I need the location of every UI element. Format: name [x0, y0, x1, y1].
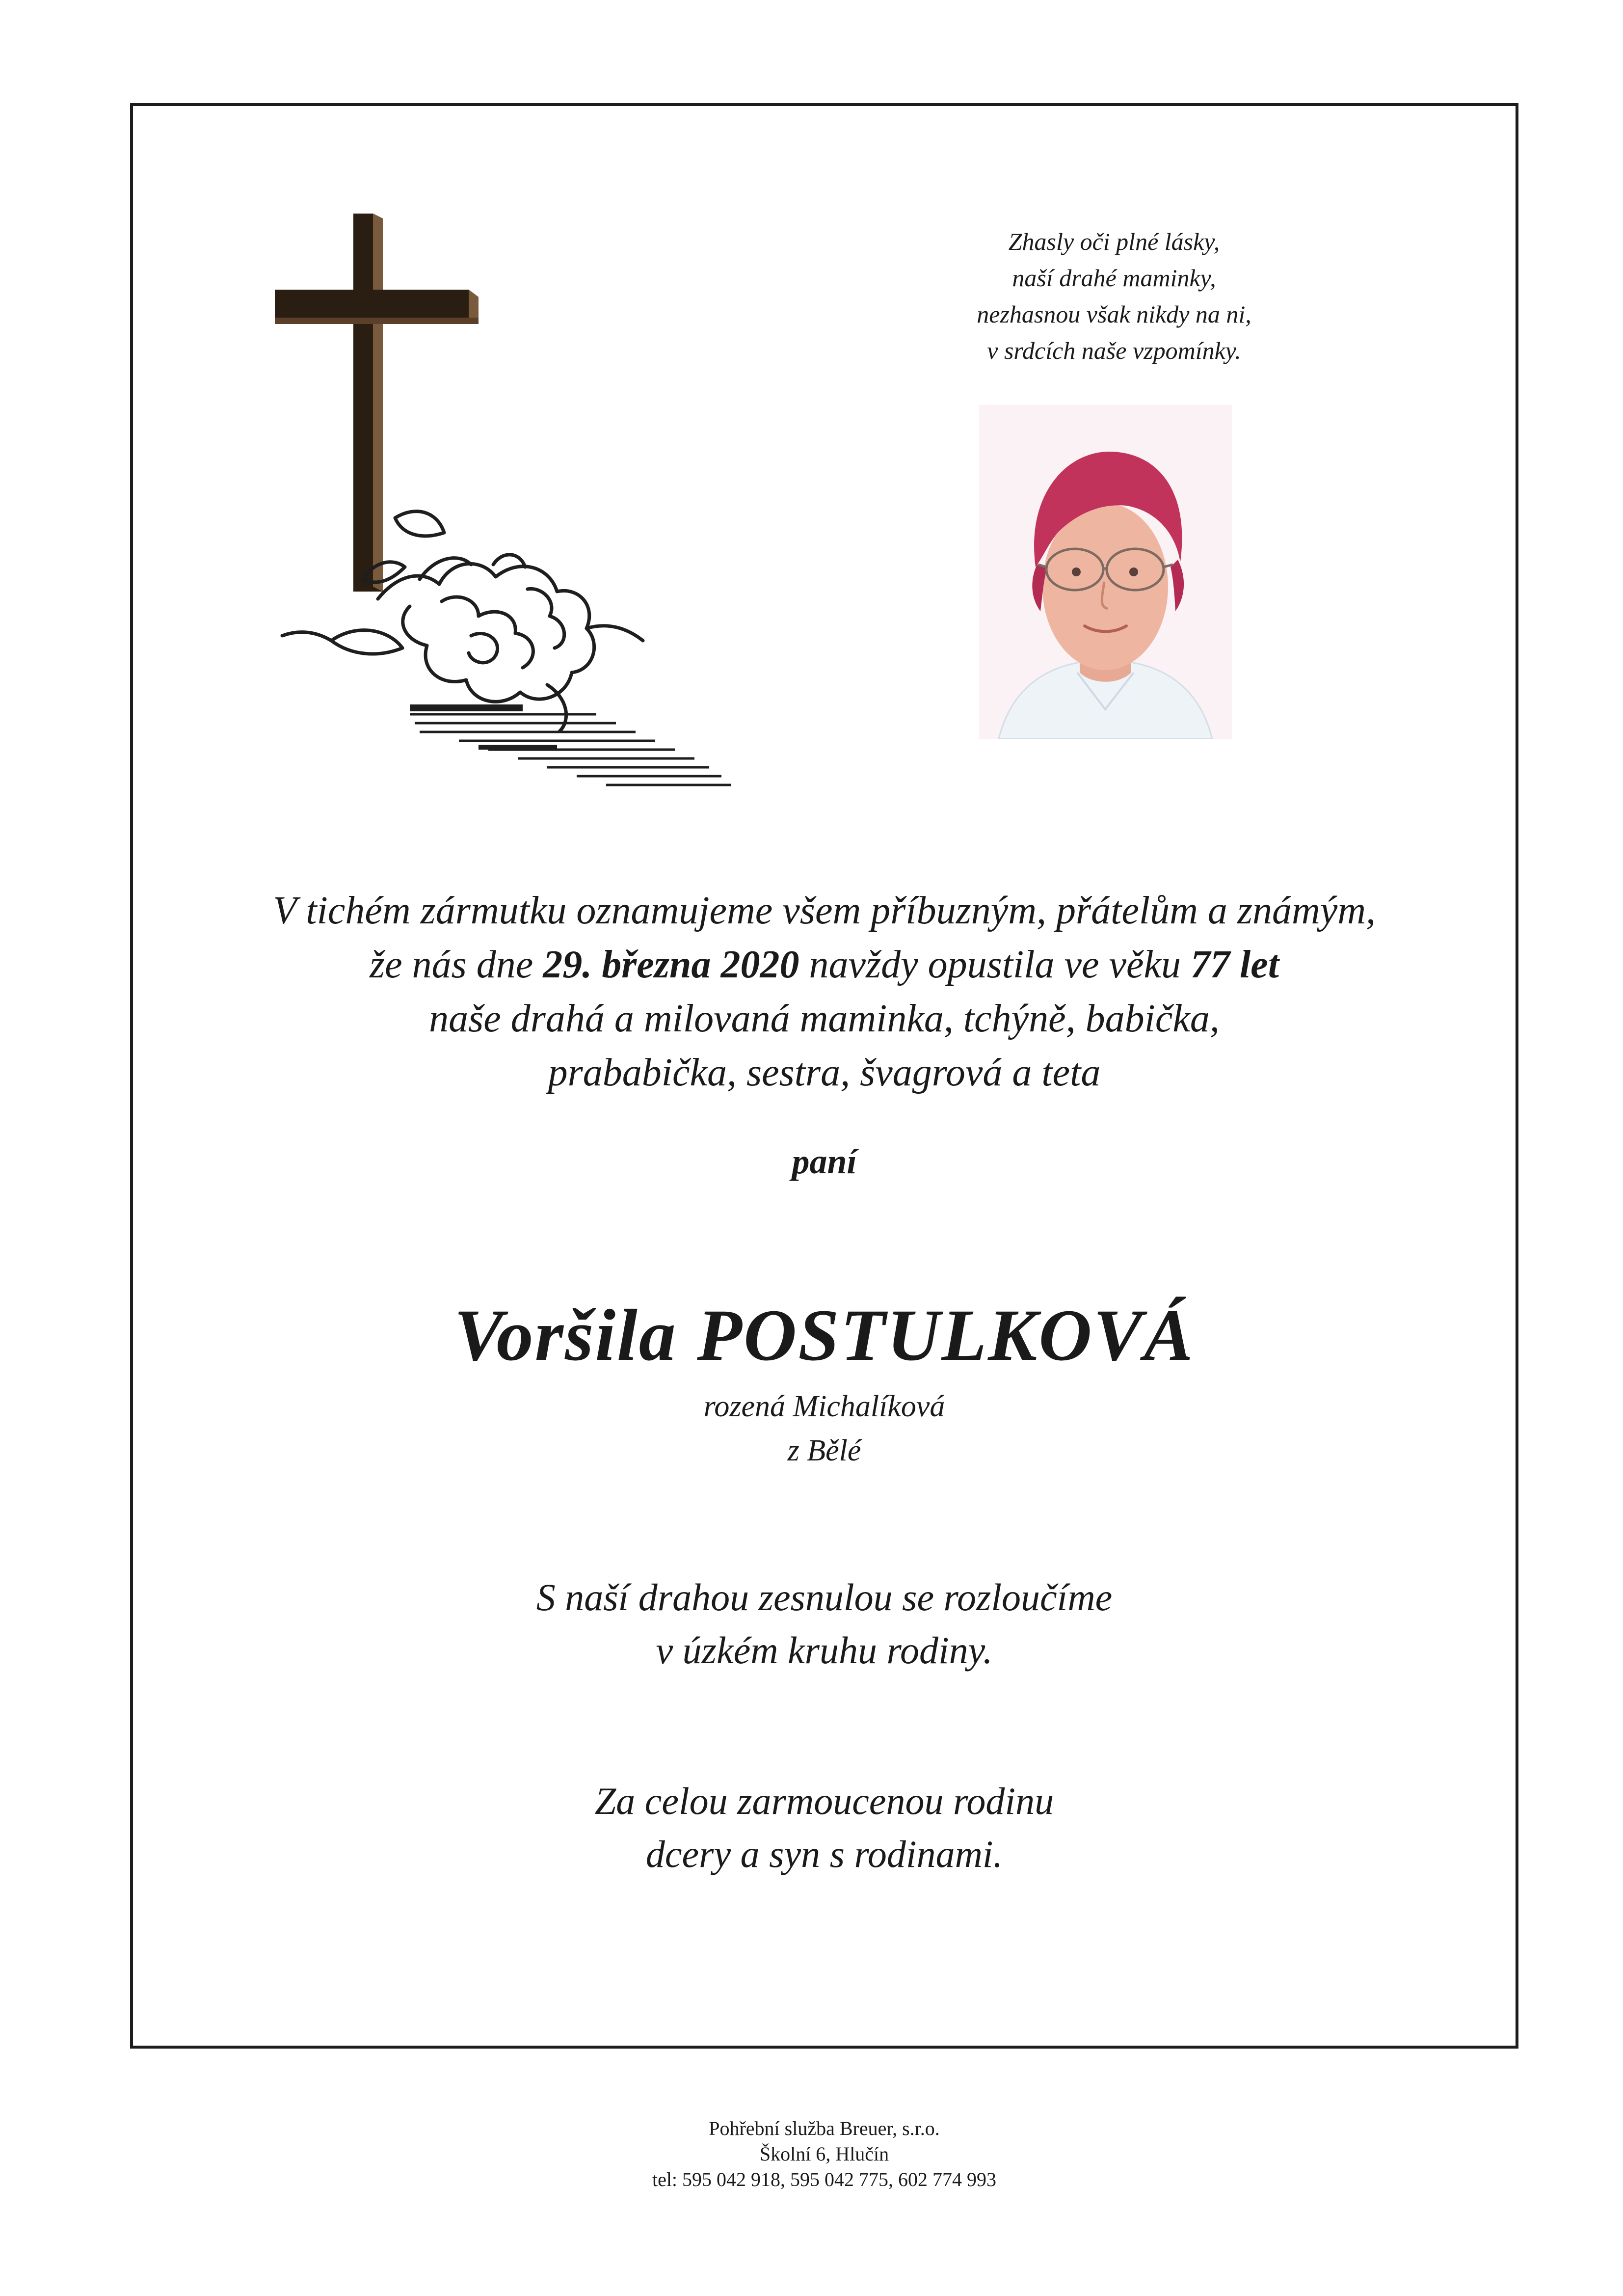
- announcement-line: naše drahá a milovaná maminka, tchýně, babička,: [429, 997, 1220, 1040]
- place-of-origin: z Bělé: [787, 1434, 861, 1467]
- signature-line: Za celou zarmoucenou rodinu: [594, 1780, 1054, 1822]
- funeral-service-footer: [130, 2116, 1518, 2192]
- farewell-line: v úzkém kruhu rodiny.: [656, 1629, 993, 1672]
- company-name: Pohřební služba Breuer, s.r.o.: [709, 2117, 940, 2139]
- announcement-line: [130, 938, 1518, 992]
- age-at-death: 77 let: [1191, 943, 1279, 986]
- verse-line: Zhasly oči plné lásky,: [1008, 228, 1220, 255]
- announcement-text: že nás dne: [369, 943, 543, 986]
- signature-line: dcery a syn s rodinami.: [645, 1833, 1003, 1875]
- company-address: Školní 6, Hlučín: [759, 2143, 889, 2165]
- verse-line: naší drahé maminky,: [1012, 264, 1216, 292]
- company-phones: tel: 595 042 918, 595 042 775, 602 774 993: [652, 2168, 997, 2190]
- family-signature: [130, 1775, 1518, 1881]
- maiden-name: rozená Michalíková: [703, 1390, 945, 1423]
- farewell-line: S naší drahou zesnulou se rozloučíme: [536, 1576, 1113, 1619]
- death-announcement: [130, 884, 1518, 1100]
- deceased-name: Voršila POSTULKOVÁ: [454, 1295, 1195, 1376]
- portrait-illustration: [979, 405, 1232, 739]
- announcement-line: prababička, sestra, švagrová a teta: [548, 1051, 1101, 1094]
- verse-line: nezhasnou však nikdy na ni,: [977, 300, 1251, 328]
- announcement-line: V tichém zármutku oznamujeme všem příbuzným, přátelům a známým,: [272, 889, 1376, 932]
- honorific: paní: [792, 1142, 857, 1181]
- portrait-photo: [979, 405, 1232, 739]
- cross-with-roses-icon: [272, 214, 734, 798]
- announcement-text: navždy opustila ve věku: [799, 943, 1191, 986]
- verse-line: v srdcích naše vzpomínky.: [987, 337, 1241, 364]
- date-of-death: 29. března 2020: [543, 943, 799, 986]
- farewell-note: [130, 1571, 1518, 1677]
- memorial-verse: [874, 223, 1355, 369]
